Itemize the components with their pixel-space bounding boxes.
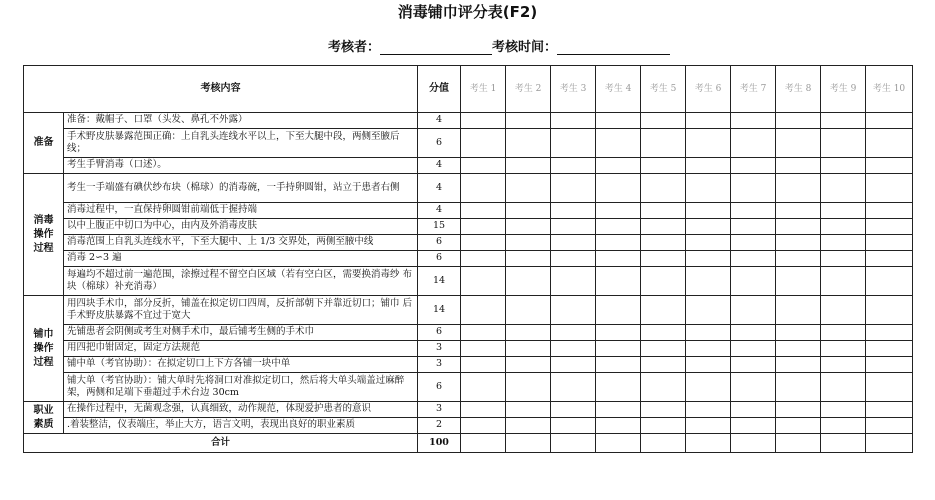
criterion-score: 6	[418, 129, 461, 158]
student-score-cell[interactable]	[731, 174, 776, 203]
student-6-header: 考生 6	[686, 66, 731, 113]
student-score-cell[interactable]	[506, 235, 551, 251]
student-score-cell[interactable]	[461, 296, 506, 325]
student-score-cell[interactable]	[731, 357, 776, 373]
criterion-score: 3	[418, 402, 461, 418]
student-score-cell[interactable]	[776, 402, 821, 418]
student-score-cell[interactable]	[461, 418, 506, 434]
criterion-text: 先铺患者会阴侧或考生对侧手术巾，最后铺考生侧的手术巾	[64, 325, 418, 341]
student-score-cell[interactable]	[596, 251, 641, 267]
student-10-header: 考生 10	[866, 66, 913, 113]
student-5-header: 考生 5	[641, 66, 686, 113]
student-score-cell[interactable]	[731, 373, 776, 402]
student-score-cell[interactable]	[506, 341, 551, 357]
student-score-cell[interactable]	[506, 418, 551, 434]
student-score-cell[interactable]	[596, 373, 641, 402]
examiner-meta-line	[328, 36, 670, 55]
student-score-cell[interactable]	[821, 251, 866, 267]
criterion-score: 4	[418, 113, 461, 129]
student-score-cell[interactable]	[506, 373, 551, 402]
table-row	[24, 341, 913, 357]
total-score: 100	[418, 434, 461, 453]
student-score-cell[interactable]	[641, 174, 686, 203]
student-score-cell[interactable]	[506, 251, 551, 267]
student-score-cell[interactable]	[686, 325, 731, 341]
category-label: 消毒 操作 过程	[24, 174, 64, 296]
student-score-cell[interactable]	[506, 296, 551, 325]
student-score-cell[interactable]	[776, 418, 821, 434]
student-score-cell[interactable]	[596, 235, 641, 251]
student-score-cell[interactable]	[821, 325, 866, 341]
student-total-cell[interactable]	[866, 434, 913, 453]
student-score-cell[interactable]	[641, 402, 686, 418]
student-score-cell[interactable]	[551, 373, 596, 402]
student-score-cell[interactable]	[641, 113, 686, 129]
student-score-cell[interactable]	[866, 174, 913, 203]
criterion-score: 6	[418, 251, 461, 267]
table-row	[24, 251, 913, 267]
student-score-cell[interactable]	[596, 158, 641, 174]
student-score-cell[interactable]	[506, 113, 551, 129]
student-score-cell[interactable]	[731, 296, 776, 325]
student-score-cell[interactable]	[686, 418, 731, 434]
student-score-cell[interactable]	[686, 357, 731, 373]
student-score-cell[interactable]	[776, 251, 821, 267]
student-score-cell[interactable]	[686, 296, 731, 325]
student-score-cell[interactable]	[461, 113, 506, 129]
student-4-header: 考生 4	[596, 66, 641, 113]
student-score-cell[interactable]	[461, 235, 506, 251]
student-score-cell[interactable]	[596, 418, 641, 434]
student-score-cell[interactable]	[776, 235, 821, 251]
student-score-cell[interactable]	[641, 235, 686, 251]
student-score-cell[interactable]	[821, 341, 866, 357]
student-score-cell[interactable]	[596, 174, 641, 203]
student-score-cell[interactable]	[821, 219, 866, 235]
criterion-text: 在操作过程中，无菌观念强，认真细致，动作规范，体现爱护患者的意识	[64, 402, 418, 418]
criterion-text: 铺大单（考官协助）：铺大单时先将洞口对准拟定切口，然后将大单头端盖过麻醉 架，两侧和足端下垂超过手术台边 30cm	[64, 373, 418, 402]
student-score-cell[interactable]	[551, 296, 596, 325]
table-row	[24, 267, 913, 296]
student-score-cell[interactable]	[731, 402, 776, 418]
student-8-header: 考生 8	[776, 66, 821, 113]
criterion-text: 考生一手端盛有碘伏纱布块（棉球）的消毒碗，一手持卵圆钳，站立于患者右侧	[64, 174, 418, 203]
student-score-cell[interactable]	[506, 402, 551, 418]
student-score-cell[interactable]	[461, 203, 506, 219]
student-score-cell[interactable]	[551, 158, 596, 174]
student-score-cell[interactable]	[731, 341, 776, 357]
student-score-cell[interactable]	[506, 325, 551, 341]
student-score-cell[interactable]	[686, 174, 731, 203]
criterion-text: 手术野皮肤暴露范围正确：上自乳头连线水平以上，下至大腿中段，两侧至腋后线；	[64, 129, 418, 158]
student-score-cell[interactable]	[686, 129, 731, 158]
student-score-cell[interactable]	[641, 373, 686, 402]
student-score-cell[interactable]	[686, 113, 731, 129]
student-score-cell[interactable]	[641, 158, 686, 174]
student-score-cell[interactable]	[866, 158, 913, 174]
criterion-text: 铺中单（考官协助）：在拟定切口上下方各铺一块中单	[64, 357, 418, 373]
student-score-cell[interactable]	[776, 325, 821, 341]
student-score-cell[interactable]	[506, 158, 551, 174]
student-score-cell[interactable]	[776, 113, 821, 129]
criterion-text: .着装整洁，仪表端庄，举止大方，语言文明，表现出良好的职业素质	[64, 418, 418, 434]
student-score-cell[interactable]	[641, 203, 686, 219]
student-score-cell[interactable]	[641, 341, 686, 357]
table-row	[24, 158, 913, 174]
student-score-cell[interactable]	[461, 267, 506, 296]
student-score-cell[interactable]	[686, 203, 731, 219]
student-score-cell[interactable]	[821, 418, 866, 434]
student-score-cell[interactable]	[731, 325, 776, 341]
student-score-cell[interactable]	[776, 373, 821, 402]
student-score-cell[interactable]	[731, 129, 776, 158]
student-score-cell[interactable]	[506, 219, 551, 235]
criterion-score: 14	[418, 296, 461, 325]
student-score-cell[interactable]	[596, 113, 641, 129]
student-score-cell[interactable]	[461, 402, 506, 418]
student-score-cell[interactable]	[776, 219, 821, 235]
student-total-cell[interactable]	[596, 434, 641, 453]
student-score-cell[interactable]	[596, 402, 641, 418]
student-score-cell[interactable]	[641, 357, 686, 373]
exam-time-field[interactable]	[557, 40, 670, 55]
student-score-cell[interactable]	[866, 251, 913, 267]
table-row	[24, 219, 913, 235]
student-score-cell[interactable]	[641, 129, 686, 158]
student-score-cell[interactable]	[821, 113, 866, 129]
student-score-cell[interactable]	[866, 129, 913, 158]
table-header-row	[24, 66, 913, 113]
student-score-cell[interactable]	[866, 219, 913, 235]
student-score-cell[interactable]	[776, 296, 821, 325]
student-score-cell[interactable]	[461, 251, 506, 267]
student-total-cell[interactable]	[686, 434, 731, 453]
category-label: 铺巾 操作 过程	[24, 296, 64, 402]
student-score-cell[interactable]	[866, 267, 913, 296]
criterion-text: 每遍均不超过前一遍范围，涂擦过程不留空白区域（若有空白区，需要换消毒纱 布块（棉球）补充消毒）	[64, 267, 418, 296]
student-score-cell[interactable]	[551, 402, 596, 418]
student-score-cell[interactable]	[686, 158, 731, 174]
student-1-header: 考生 1	[461, 66, 506, 113]
student-total-cell[interactable]	[776, 434, 821, 453]
student-score-cell[interactable]	[461, 325, 506, 341]
student-score-cell[interactable]	[731, 235, 776, 251]
student-score-cell[interactable]	[866, 296, 913, 325]
table-row	[24, 129, 913, 158]
table-row	[24, 174, 913, 203]
student-7-header: 考生 7	[731, 66, 776, 113]
category-label: 准备	[24, 113, 64, 174]
student-score-cell[interactable]	[821, 267, 866, 296]
criterion-text: 用四把巾钳固定，固定方法规范	[64, 341, 418, 357]
student-score-cell[interactable]	[596, 129, 641, 158]
student-score-cell[interactable]	[641, 251, 686, 267]
criterion-score: 15	[418, 219, 461, 235]
criterion-score: 4	[418, 174, 461, 203]
student-score-cell[interactable]	[686, 341, 731, 357]
student-score-cell[interactable]	[731, 418, 776, 434]
student-score-cell[interactable]	[506, 267, 551, 296]
table-row	[24, 325, 913, 341]
category-label: 职业 素质	[24, 402, 64, 434]
student-score-cell[interactable]	[461, 341, 506, 357]
examiner-label: 考核者：	[328, 40, 381, 55]
student-score-cell[interactable]	[776, 341, 821, 357]
criterion-score: 2	[418, 418, 461, 434]
student-9-header: 考生 9	[821, 66, 866, 113]
student-score-cell[interactable]	[506, 357, 551, 373]
student-score-cell[interactable]	[866, 325, 913, 341]
table-row	[24, 418, 913, 434]
table-row	[24, 373, 913, 402]
student-score-cell[interactable]	[461, 373, 506, 402]
student-score-cell[interactable]	[821, 158, 866, 174]
student-score-cell[interactable]	[551, 203, 596, 219]
score-header: 分值	[418, 66, 461, 113]
student-score-cell[interactable]	[596, 267, 641, 296]
exam-time-label: 考核时间：	[492, 40, 558, 55]
student-score-cell[interactable]	[866, 402, 913, 418]
content-header: 考核内容	[24, 66, 418, 113]
student-score-cell[interactable]	[506, 203, 551, 219]
student-score-cell[interactable]	[821, 129, 866, 158]
student-score-cell[interactable]	[551, 325, 596, 341]
score-table	[23, 65, 913, 453]
table-row	[24, 235, 913, 251]
criterion-text: 用四块手术巾，部分反折，铺盖在拟定切口四周，反折部朝下并靠近切口；铺巾 后手术野皮肤暴露不宜过于宽大	[64, 296, 418, 325]
student-score-cell[interactable]	[866, 203, 913, 219]
student-score-cell[interactable]	[731, 219, 776, 235]
table-row	[24, 402, 913, 418]
student-score-cell[interactable]	[776, 357, 821, 373]
student-score-cell[interactable]	[821, 296, 866, 325]
student-score-cell[interactable]	[821, 203, 866, 219]
criterion-text: 准备：戴帽子、口罩（头发、鼻孔不外露）	[64, 113, 418, 129]
student-score-cell[interactable]	[686, 402, 731, 418]
student-score-cell[interactable]	[686, 235, 731, 251]
student-score-cell[interactable]	[461, 219, 506, 235]
student-score-cell[interactable]	[596, 296, 641, 325]
student-score-cell[interactable]	[551, 341, 596, 357]
student-score-cell[interactable]	[551, 235, 596, 251]
criterion-text: 考生手臂消毒（口述）。	[64, 158, 418, 174]
student-score-cell[interactable]	[461, 174, 506, 203]
student-score-cell[interactable]	[551, 219, 596, 235]
student-score-cell[interactable]	[596, 203, 641, 219]
criterion-text: 以中上腹正中切口为中心，由内及外消毒皮肤	[64, 219, 418, 235]
student-score-cell[interactable]	[821, 373, 866, 402]
student-score-cell[interactable]	[641, 267, 686, 296]
criterion-text: 消毒范围上自乳头连线水平，下至大腿中、上 1/3 交界处，两侧至腋中线	[64, 235, 418, 251]
student-score-cell[interactable]	[551, 357, 596, 373]
total-label: 合计	[24, 434, 418, 453]
student-score-cell[interactable]	[641, 296, 686, 325]
student-score-cell[interactable]	[731, 251, 776, 267]
criterion-text: 消毒 2∽3 遍	[64, 251, 418, 267]
student-score-cell[interactable]	[506, 129, 551, 158]
table-row	[24, 113, 913, 129]
student-score-cell[interactable]	[866, 418, 913, 434]
student-total-cell[interactable]	[731, 434, 776, 453]
student-total-cell[interactable]	[641, 434, 686, 453]
student-score-cell[interactable]	[551, 267, 596, 296]
student-score-cell[interactable]	[821, 402, 866, 418]
criterion-score: 4	[418, 203, 461, 219]
student-score-cell[interactable]	[821, 174, 866, 203]
student-score-cell[interactable]	[551, 129, 596, 158]
student-score-cell[interactable]	[461, 158, 506, 174]
student-score-cell[interactable]	[866, 357, 913, 373]
criterion-score: 6	[418, 325, 461, 341]
student-3-header: 考生 3	[551, 66, 596, 113]
student-score-cell[interactable]	[461, 129, 506, 158]
student-score-cell[interactable]	[551, 174, 596, 203]
student-score-cell[interactable]	[776, 129, 821, 158]
criterion-score: 3	[418, 341, 461, 357]
student-score-cell[interactable]	[686, 219, 731, 235]
student-score-cell[interactable]	[776, 203, 821, 219]
student-score-cell[interactable]	[776, 267, 821, 296]
student-score-cell[interactable]	[866, 341, 913, 357]
student-score-cell[interactable]	[731, 113, 776, 129]
table-row	[24, 357, 913, 373]
student-total-cell[interactable]	[551, 434, 596, 453]
student-score-cell[interactable]	[596, 325, 641, 341]
student-score-cell[interactable]	[551, 418, 596, 434]
student-score-cell[interactable]	[731, 158, 776, 174]
student-score-cell[interactable]	[821, 357, 866, 373]
criterion-text: 消毒过程中，一直保持卵圆钳前端低于握持端	[64, 203, 418, 219]
student-score-cell[interactable]	[776, 158, 821, 174]
student-score-cell[interactable]	[686, 251, 731, 267]
student-total-cell[interactable]	[461, 434, 506, 453]
student-score-cell[interactable]	[461, 357, 506, 373]
examiner-field[interactable]	[380, 40, 492, 55]
student-score-cell[interactable]	[596, 219, 641, 235]
student-score-cell[interactable]	[866, 113, 913, 129]
student-total-cell[interactable]	[506, 434, 551, 453]
criterion-score: 6	[418, 373, 461, 402]
student-score-cell[interactable]	[731, 267, 776, 296]
criterion-score: 14	[418, 267, 461, 296]
student-score-cell[interactable]	[686, 267, 731, 296]
page-title: 消毒铺巾评分表(F2)	[397, 3, 538, 21]
student-score-cell[interactable]	[776, 174, 821, 203]
criterion-score: 6	[418, 235, 461, 251]
student-score-cell[interactable]	[596, 357, 641, 373]
student-score-cell[interactable]	[866, 373, 913, 402]
total-row	[24, 434, 913, 453]
student-score-cell[interactable]	[641, 325, 686, 341]
student-score-cell[interactable]	[686, 373, 731, 402]
student-score-cell[interactable]	[551, 113, 596, 129]
table-row	[24, 296, 913, 325]
student-score-cell[interactable]	[596, 341, 641, 357]
student-score-cell[interactable]	[821, 235, 866, 251]
student-2-header: 考生 2	[506, 66, 551, 113]
criterion-score: 3	[418, 357, 461, 373]
student-score-cell[interactable]	[731, 203, 776, 219]
student-score-cell[interactable]	[551, 251, 596, 267]
criterion-score: 4	[418, 158, 461, 174]
student-total-cell[interactable]	[821, 434, 866, 453]
student-score-cell[interactable]	[641, 219, 686, 235]
student-score-cell[interactable]	[866, 235, 913, 251]
student-score-cell[interactable]	[506, 174, 551, 203]
table-row	[24, 203, 913, 219]
student-score-cell[interactable]	[641, 418, 686, 434]
